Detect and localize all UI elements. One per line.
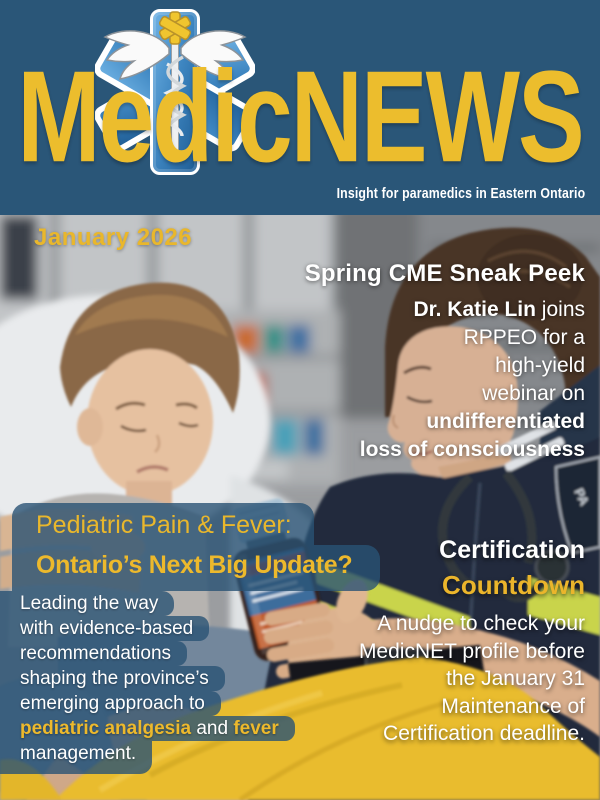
cme-subline: undifferentiated [426,410,585,433]
pediatric-body-line: shaping the province’s [0,666,225,691]
pediatric-headline: Ontario’s Next Big Update? [12,545,380,591]
certification-headline: Certification [439,536,585,564]
cme-subline: high-yield [495,354,585,377]
pediatric-emphasis-line: pediatric analgesia and fever [0,716,295,741]
article-pediatric-feature [0,503,380,774]
pediatric-body-line: management. [0,741,152,774]
cme-headline: Spring CME Sneak Peek [304,260,585,287]
pediatric-body-line: Leading the way [0,591,174,616]
pediatric-kicker: Pediatric Pain & Fever: [12,503,314,545]
pediatric-body-line: recommendations [0,641,187,666]
certification-body-line: Certification deadline. [383,722,585,745]
shoulder-patch-text: PA [571,485,593,508]
pediatric-body-line: with evidence-based [0,616,209,641]
cme-subline: Dr. Katie Lin joins [413,298,585,321]
article-spring-cme [305,260,585,464]
masthead [0,0,600,215]
cme-subline: loss of consciousness [359,438,585,461]
masthead-tagline: Insight for paramedics in Eastern Ontario [336,185,585,202]
issue-date: January 2026 [34,224,193,251]
certification-body-line: A nudge to check your [377,612,585,635]
pediatric-body-line: emerging approach to [0,691,221,716]
cme-subline: RPPEO for a [463,326,585,349]
certification-body-line: the January 31 [446,667,585,690]
certification-subheadline: Countdown [442,570,585,600]
certification-body-line: MedicNET profile before [358,639,585,663]
magazine-title: MedicNEWS [17,43,583,190]
cme-subline: webinar on [482,382,585,405]
article-certification-countdown [359,536,585,748]
certification-body-line: Maintenance of [441,694,585,718]
